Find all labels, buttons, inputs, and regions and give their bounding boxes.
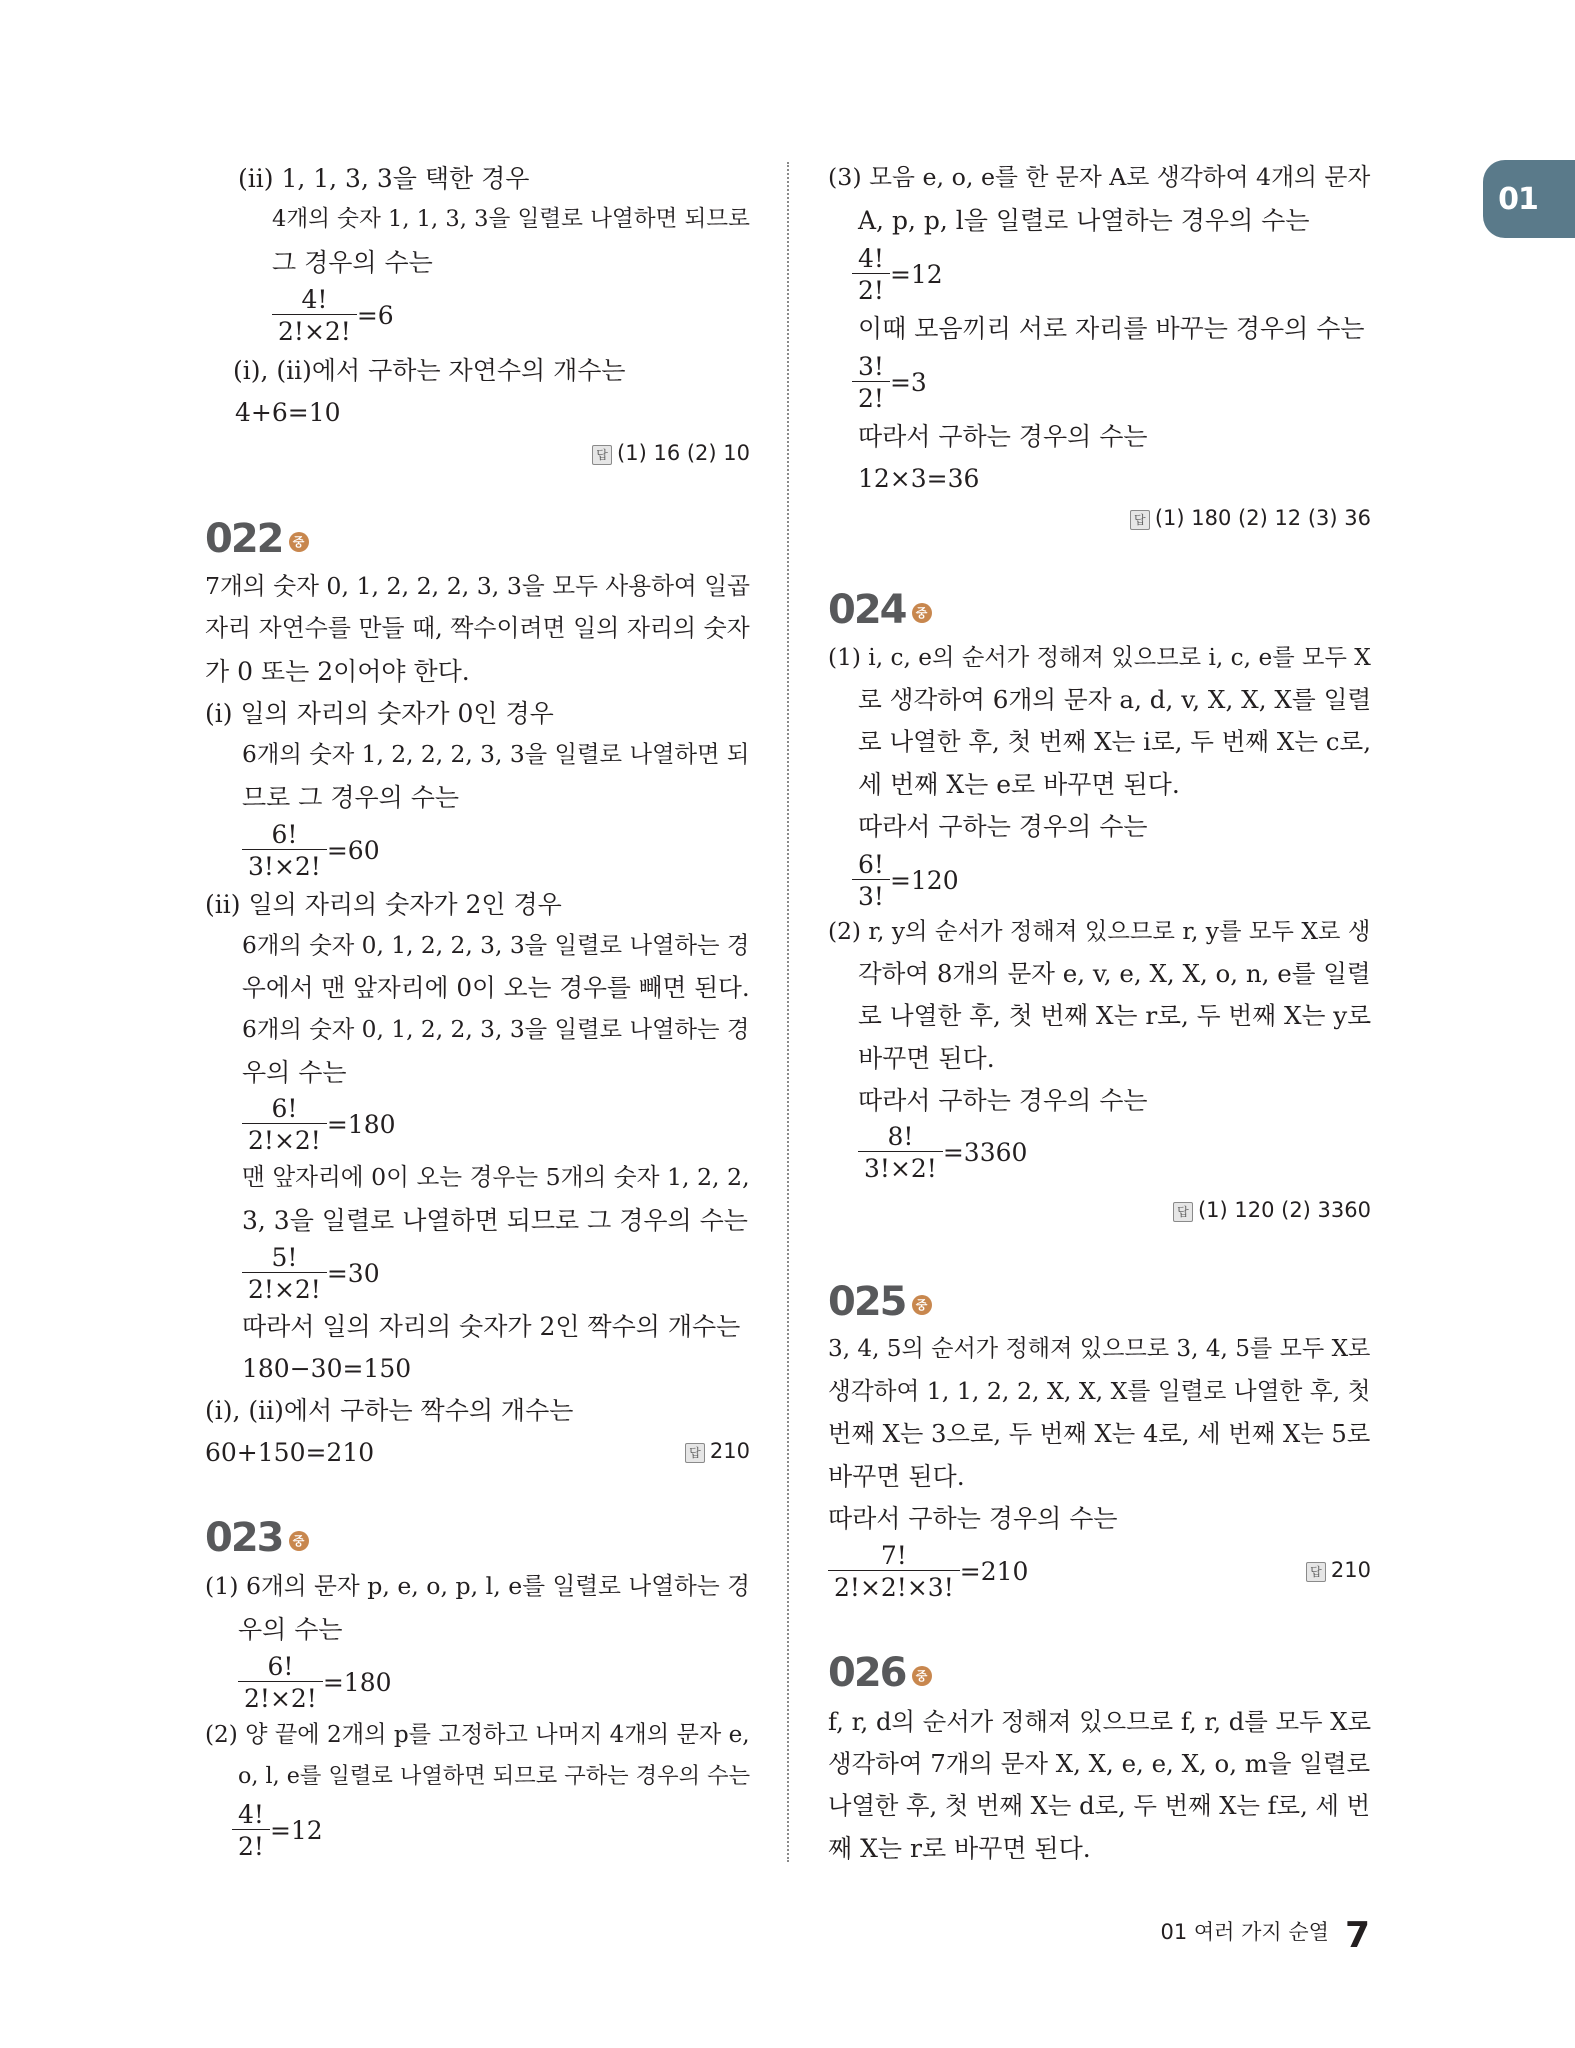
answer-text: 210 bbox=[1330, 1558, 1371, 1582]
difficulty-badge: 중 bbox=[912, 1666, 932, 1686]
text-line: 우의 수는 bbox=[238, 1615, 343, 1644]
text-line: 12×3=36 bbox=[858, 464, 980, 493]
text-line: 6개의 숫자 0, 1, 2, 2, 3, 3을 일렬로 나열하는 경 bbox=[242, 932, 750, 959]
text-line: 우의 수는 bbox=[242, 1058, 347, 1087]
text-line: 7개의 숫자 0, 1, 2, 2, 2, 3, 3을 모두 사용하여 일곱 bbox=[205, 572, 750, 600]
answer bbox=[685, 1441, 750, 1463]
fraction-numerator: 4! bbox=[272, 287, 357, 315]
case-heading: (ⅰ) 일의 자리의 숫자가 0인 경우 bbox=[205, 699, 554, 728]
text-line: 따라서 구하는 경우의 수는 bbox=[858, 1086, 1148, 1115]
fraction bbox=[852, 852, 959, 909]
text-line: f, r, d의 순서가 정해져 있으므로 f, r, d를 모두 X로 bbox=[828, 1707, 1372, 1736]
fraction-denominator: 2! bbox=[858, 276, 884, 305]
fraction bbox=[852, 246, 943, 303]
text-line: 60+150=210 bbox=[205, 1438, 375, 1467]
fraction-result: =180 bbox=[322, 1668, 392, 1697]
problem-number: 026 중 bbox=[828, 1653, 932, 1693]
answer-text: 210 bbox=[709, 1439, 750, 1463]
fraction-result: =60 bbox=[326, 836, 380, 865]
text-line: (2) 양 끝에 2개의 p를 고정하고 나머지 4개의 문자 e, bbox=[205, 1721, 750, 1748]
fraction-denominator: 2! bbox=[238, 1832, 264, 1861]
text-line: 6개의 숫자 1, 2, 2, 2, 3, 3을 일렬로 나열하면 되 bbox=[242, 741, 750, 768]
text-line: 번째 X는 3으로, 두 번째 X는 4로, 세 번째 X는 5로 bbox=[828, 1419, 1371, 1448]
text-line: 따라서 구하는 경우의 수는 bbox=[828, 1504, 1118, 1533]
difficulty-badge: 중 bbox=[912, 1295, 932, 1315]
fraction-denominator: 2!×2! bbox=[278, 317, 351, 346]
fraction-numerator: 7! bbox=[828, 1543, 960, 1571]
text-line: A, p, p, l을 일렬로 나열하는 경우의 수는 bbox=[858, 206, 1310, 235]
text-line: 따라서 구하는 경우의 수는 bbox=[858, 812, 1148, 841]
answer-icon: 답 bbox=[1173, 1202, 1193, 1222]
text-line: 3, 3을 일렬로 나열하면 되므로 그 경우의 수는 bbox=[242, 1206, 748, 1235]
answer-icon: 답 bbox=[592, 445, 612, 465]
chapter-tab-label: 01 bbox=[1498, 182, 1538, 217]
chapter-title: 01 여러 가지 순열 bbox=[1160, 1920, 1329, 1944]
case-heading: (ⅱ) 일의 자리의 숫자가 2인 경우 bbox=[205, 890, 562, 919]
fraction-result: =3360 bbox=[942, 1138, 1028, 1167]
problem-number: 024 중 bbox=[828, 590, 932, 630]
text-line: (1) 6개의 문자 p, e, o, p, l, e를 일렬로 나열하는 경 bbox=[205, 1572, 750, 1600]
text-line: 4+6=10 bbox=[235, 398, 341, 427]
fraction-denominator: 3!×2! bbox=[248, 852, 321, 881]
difficulty-badge: 중 bbox=[289, 1531, 309, 1551]
text-line: 째 X는 r로 바꾸면 된다. bbox=[828, 1834, 1091, 1863]
text-line: 3, 4, 5의 순서가 정해져 있으므로 3, 4, 5를 모두 X로 bbox=[828, 1336, 1371, 1362]
fraction-denominator: 2!×2! bbox=[244, 1684, 317, 1713]
difficulty-badge: 중 bbox=[912, 603, 932, 623]
text-line: 따라서 구하는 경우의 수는 bbox=[858, 422, 1148, 451]
fraction bbox=[238, 1654, 392, 1711]
text-line: (2) r, y의 순서가 정해져 있으므로 r, y를 모두 X로 생 bbox=[828, 918, 1371, 945]
text-line: 생각하여 1, 1, 2, 2, X, X, X를 일렬로 나열한 후, 첫 bbox=[828, 1377, 1371, 1405]
text-line: o, l, e를 일렬로 나열하면 되므로 구하는 경우의 수는 bbox=[238, 1763, 751, 1789]
text-line: 로 나열한 후, 첫 번째 X는 r로, 두 번째 X는 y로 bbox=[858, 1001, 1372, 1030]
text-line: 바꾸면 된다. bbox=[828, 1462, 965, 1491]
problem-number: 022 중 bbox=[205, 519, 309, 559]
text-line: 이때 모음끼리 서로 자리를 바꾸는 경우의 수는 bbox=[858, 314, 1365, 343]
text-line: 6개의 숫자 0, 1, 2, 2, 3, 3을 일렬로 나열하는 경 bbox=[242, 1016, 750, 1043]
text-line: 로 생각하여 6개의 문자 a, d, v, X, X, X를 일렬 bbox=[858, 685, 1372, 714]
text-line: 로 나열한 후, 첫 번째 X는 i로, 두 번째 X는 c로, bbox=[858, 727, 1372, 756]
text-line: 그 경우의 수는 bbox=[272, 248, 433, 277]
fraction-numerator: 6! bbox=[238, 1654, 323, 1682]
answer-text: (1) 16 (2) 10 bbox=[617, 441, 750, 465]
fraction-result: =210 bbox=[959, 1557, 1029, 1586]
page-number: 7 bbox=[1344, 1915, 1370, 1956]
answer bbox=[1173, 1200, 1371, 1222]
fraction bbox=[272, 287, 394, 344]
text-line: 나열한 후, 첫 번째 X는 d로, 두 번째 X는 f로, 세 번 bbox=[828, 1791, 1371, 1820]
fraction-numerator: 5! bbox=[242, 1245, 327, 1273]
fraction bbox=[242, 822, 380, 879]
fraction-denominator: 3! bbox=[858, 882, 884, 911]
fraction-result: =6 bbox=[356, 301, 394, 330]
fraction-numerator: 6! bbox=[242, 1096, 327, 1124]
text-line: 생각하여 7개의 문자 X, X, e, e, X, o, m을 일렬로 bbox=[828, 1749, 1371, 1778]
text-line: 각하여 8개의 문자 e, v, e, X, X, o, n, e를 일렬 bbox=[858, 959, 1371, 988]
answer-text: (1) 180 (2) 12 (3) 36 bbox=[1154, 506, 1371, 530]
text-line: (ⅰ), (ⅱ)에서 구하는 자연수의 개수는 bbox=[233, 356, 626, 385]
case-heading: (ⅱ) 1, 1, 3, 3을 택한 경우 bbox=[238, 164, 530, 193]
fraction bbox=[242, 1245, 380, 1302]
fraction-result: =180 bbox=[326, 1110, 396, 1139]
answer bbox=[1306, 1560, 1371, 1582]
fraction-denominator: 2! bbox=[858, 384, 884, 413]
fraction-numerator: 8! bbox=[858, 1124, 943, 1152]
text-line: 바꾸면 된다. bbox=[858, 1044, 995, 1073]
fraction-result: =120 bbox=[889, 866, 959, 895]
text-line: 맨 앞자리에 0이 오는 경우는 5개의 숫자 1, 2, 2, bbox=[242, 1163, 750, 1191]
fraction-result: =12 bbox=[889, 260, 943, 289]
text-line: (1) i, c, e의 순서가 정해져 있으므로 i, c, e를 모두 X bbox=[828, 644, 1371, 671]
chapter-tab bbox=[1483, 160, 1575, 238]
fraction bbox=[232, 1802, 323, 1859]
text-line: 180−30=150 bbox=[242, 1354, 412, 1383]
fraction-result: =30 bbox=[326, 1259, 380, 1288]
fraction-numerator: 6! bbox=[852, 852, 890, 880]
text-line: 우에서 맨 앞자리에 0이 오는 경우를 빼면 된다. bbox=[242, 973, 750, 1002]
text-line: 4개의 숫자 1, 1, 3, 3을 일렬로 나열하면 되므로 bbox=[272, 206, 750, 232]
answer-icon: 답 bbox=[685, 1443, 705, 1463]
text-line: (ⅰ), (ⅱ)에서 구하는 짝수의 개수는 bbox=[205, 1396, 574, 1425]
answer bbox=[592, 443, 750, 465]
answer-icon: 답 bbox=[1130, 510, 1150, 530]
fraction-denominator: 2!×2! bbox=[248, 1126, 321, 1155]
fraction-numerator: 3! bbox=[852, 354, 890, 382]
text-line: 가 0 또는 2이어야 한다. bbox=[205, 657, 470, 686]
fraction-numerator: 6! bbox=[242, 822, 327, 850]
fraction bbox=[828, 1543, 1028, 1600]
text-line: 따라서 일의 자리의 숫자가 2인 짝수의 개수는 bbox=[242, 1312, 741, 1341]
fraction-numerator: 4! bbox=[852, 246, 890, 274]
fraction-result: =12 bbox=[269, 1816, 323, 1845]
fraction bbox=[852, 354, 927, 411]
answer bbox=[1130, 508, 1371, 530]
column-divider bbox=[787, 162, 789, 1862]
fraction bbox=[858, 1124, 1027, 1181]
problem-number: 025 중 bbox=[828, 1282, 932, 1322]
fraction-result: =3 bbox=[889, 368, 927, 397]
fraction-denominator: 2!×2! bbox=[248, 1275, 321, 1304]
difficulty-badge: 중 bbox=[289, 532, 309, 552]
text-line: (3) 모음 e, o, e를 한 문자 A로 생각하여 4개의 문자 bbox=[828, 163, 1371, 191]
text-line: 세 번째 X는 e로 바꾸면 된다. bbox=[858, 770, 1180, 799]
fraction bbox=[242, 1096, 396, 1153]
answer-text: (1) 120 (2) 3360 bbox=[1197, 1198, 1371, 1222]
answer-icon: 답 bbox=[1306, 1562, 1326, 1582]
problem-number: 023 중 bbox=[205, 1518, 309, 1558]
page-footer bbox=[1160, 1915, 1370, 1956]
text-line: 자리 자연수를 만들 때, 짝수이려면 일의 자리의 숫자 bbox=[205, 614, 750, 642]
fraction-denominator: 3!×2! bbox=[864, 1154, 937, 1183]
fraction-denominator: 2!×2!×3! bbox=[834, 1573, 954, 1602]
fraction-numerator: 4! bbox=[232, 1802, 270, 1830]
text-line: 므로 그 경우의 수는 bbox=[242, 783, 460, 812]
